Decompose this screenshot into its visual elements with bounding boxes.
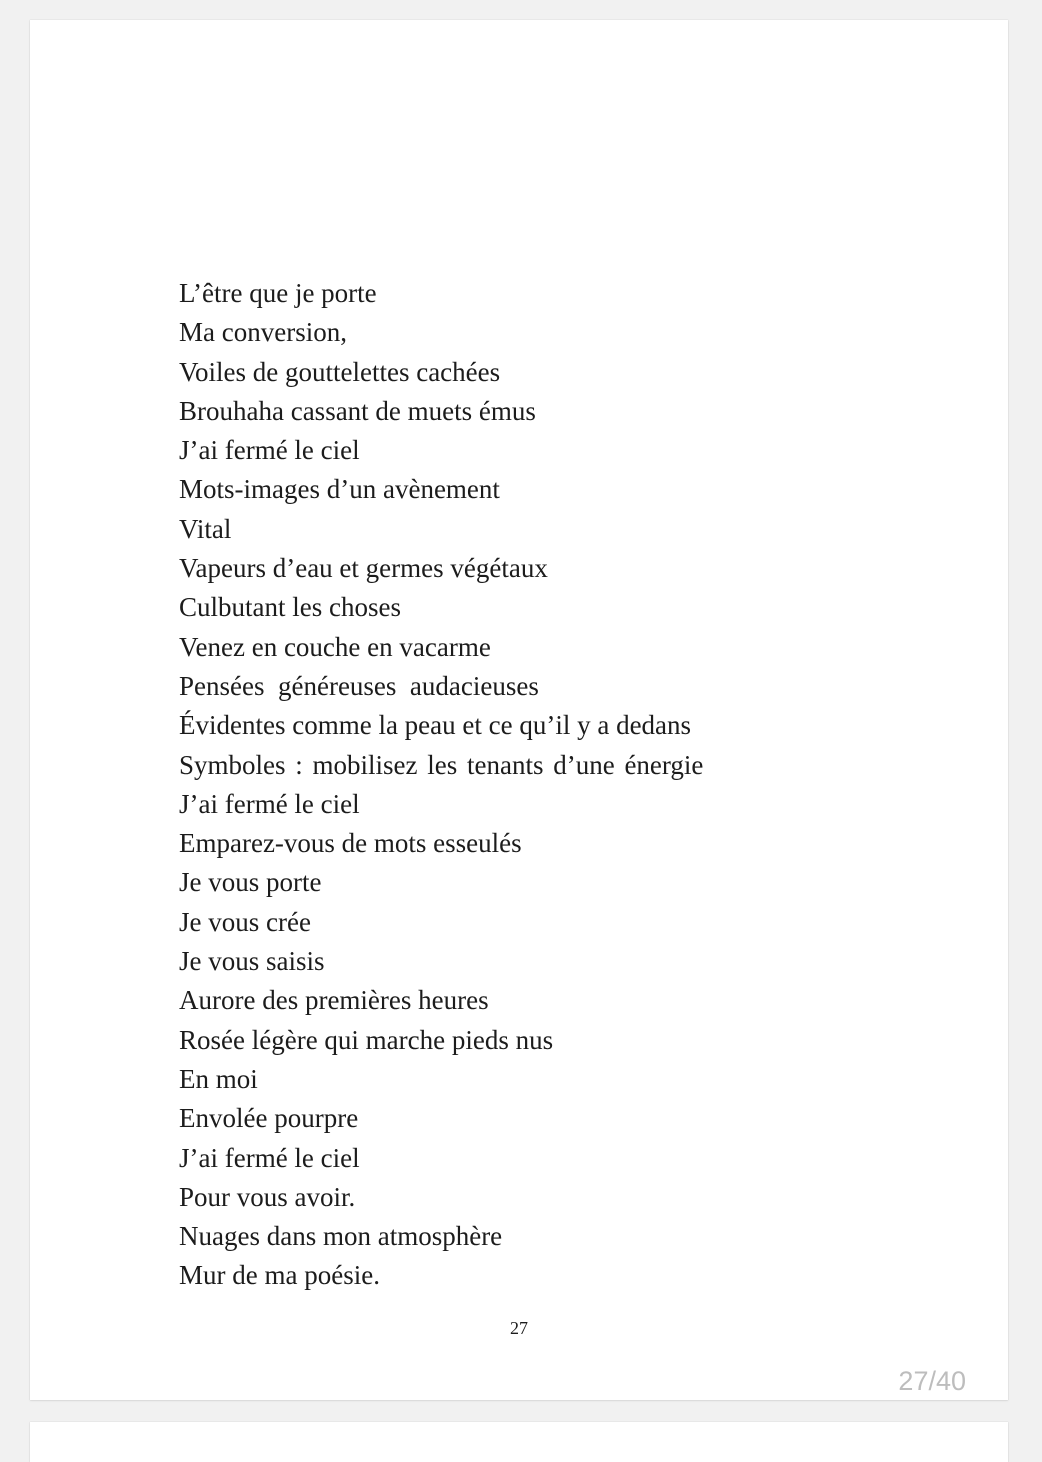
- poem-line: Symboles : mobilisez les tenants d’une énergie: [179, 749, 704, 780]
- poem-line: Brouhaha cassant de muets émus: [179, 395, 536, 426]
- poem-line: Nuages dans mon atmosphère: [179, 1221, 503, 1252]
- poem-line: Rosée légère qui marche pieds nus: [179, 1024, 554, 1055]
- poem-line: Mur de ma poésie.: [179, 1260, 380, 1291]
- poem-line: Vapeurs d’eau et germes végétaux: [179, 553, 548, 584]
- poem-line: Pensées généreuses audacieuses: [179, 670, 539, 701]
- poem-line: Je vous porte: [179, 867, 322, 898]
- document-page[interactable]: [30, 20, 1008, 1400]
- poem-line: Évidentes comme la peau et ce qu’il y a dedans: [179, 710, 692, 741]
- poem-line: Culbutant les choses: [179, 592, 401, 623]
- poem-line: J’ai fermé le ciel: [179, 788, 360, 819]
- poem-line: Pour vous avoir.: [179, 1181, 356, 1212]
- poem-line: Je vous crée: [179, 906, 311, 937]
- next-page-edge[interactable]: [30, 1422, 1008, 1462]
- poem-line: J’ai fermé le ciel: [179, 435, 360, 466]
- poem-line: Mots-images d’un avènement: [179, 474, 500, 505]
- poem-line: Envolée pourpre: [179, 1103, 359, 1134]
- poem-text: [179, 274, 703, 1296]
- poem-line: Vital: [179, 513, 232, 544]
- poem-line: L’être que je porte: [179, 278, 377, 308]
- poem-line: Emparez-vous de mots esseulés: [179, 828, 522, 859]
- poem-line: J’ai fermé le ciel: [179, 1142, 360, 1173]
- poem-line: Je vous saisis: [179, 946, 325, 977]
- poem-line: Venez en couche en vacarme: [179, 631, 491, 662]
- page-counter: 27/40: [898, 1366, 966, 1396]
- page-number: 27: [510, 1318, 528, 1338]
- poem-line: Ma conversion,: [179, 317, 347, 348]
- poem-line: Aurore des premières heures: [179, 985, 489, 1016]
- poem-line: En moi: [179, 1063, 258, 1094]
- poem-line: Voiles de gouttelettes cachées: [179, 356, 501, 387]
